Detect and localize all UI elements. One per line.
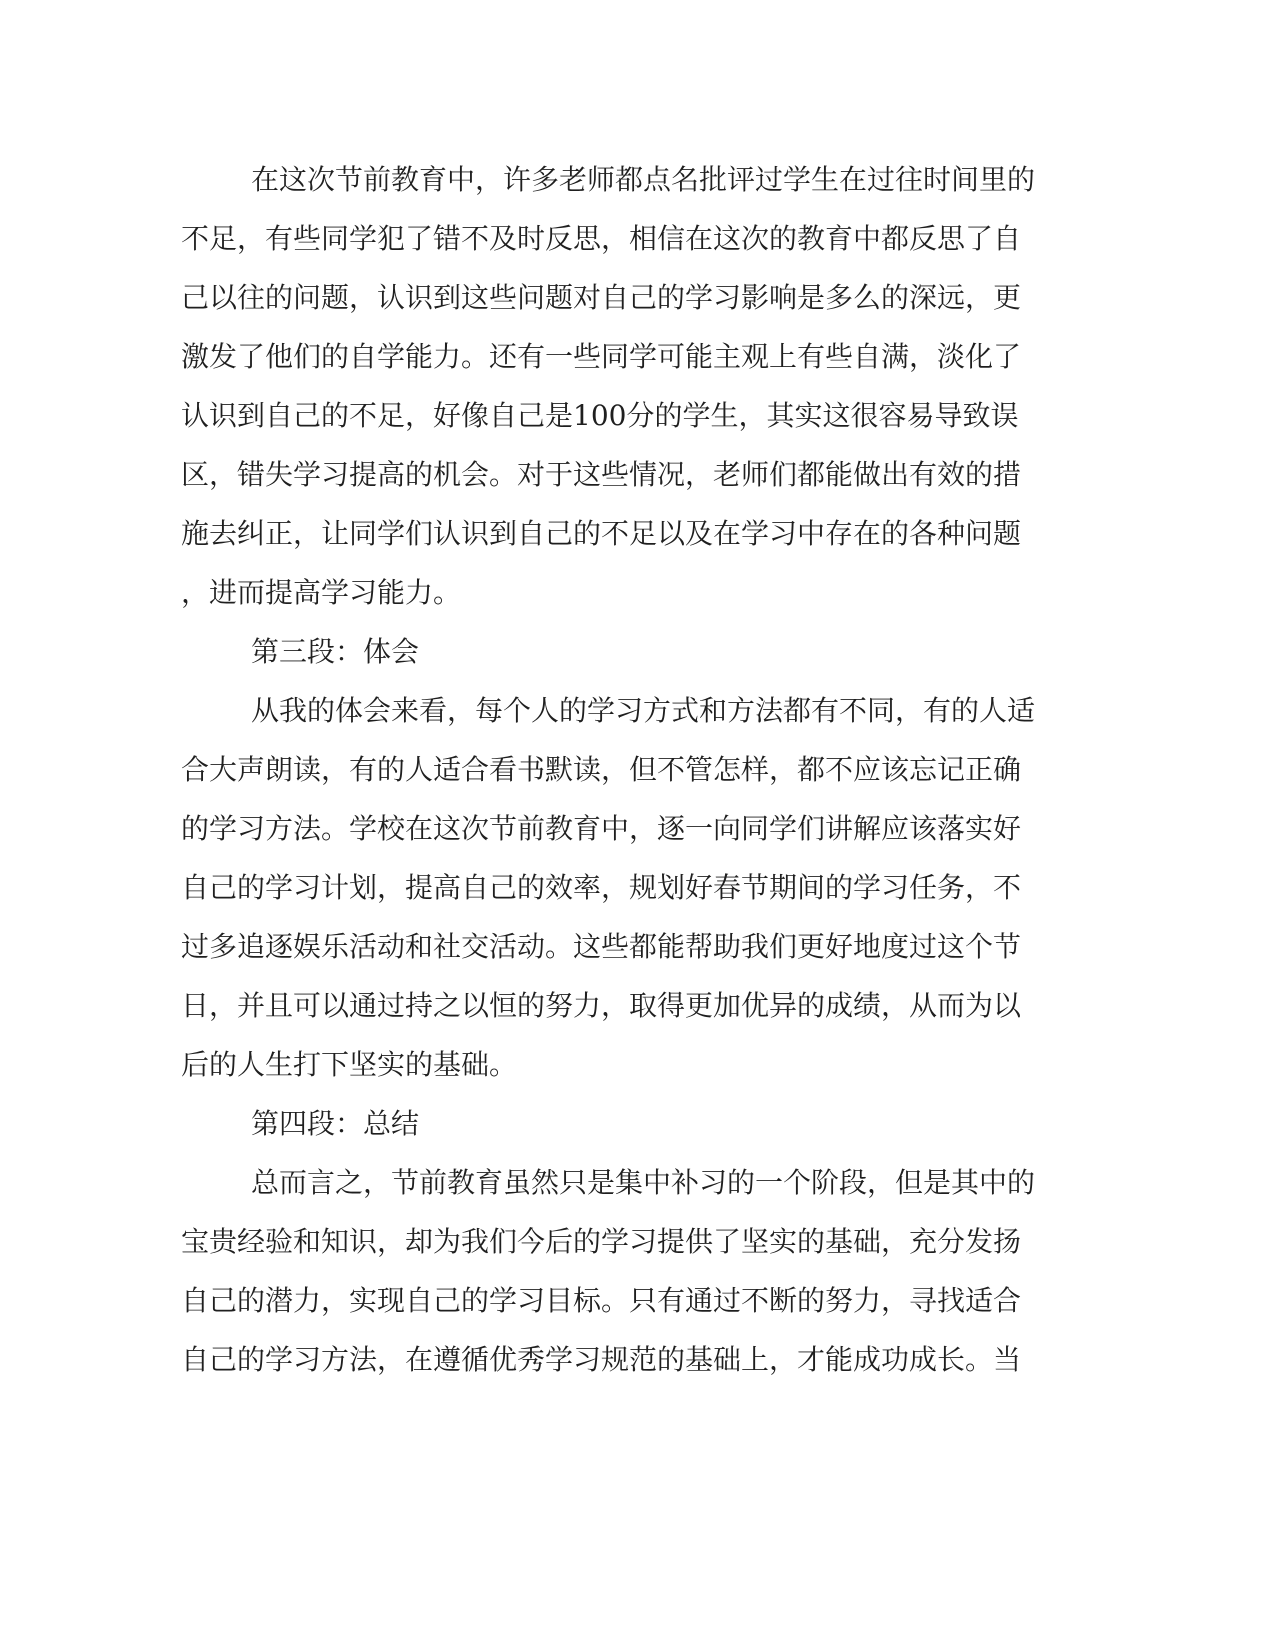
- paragraph-1-line-7: 施去纠正，让同学们认识到自己的不足以及在学习中存在的各种问题: [181, 517, 1022, 550]
- paragraph-2-line-5: 过多追逐娱乐活动和社交活动。这些都能帮助我们更好地度过这个节: [181, 930, 1022, 963]
- paragraph-1-line-5: 认识到自己的不足，好像自己是100分的学生，其实这很容易导致误: [181, 399, 1019, 432]
- section-heading-4: 第四段：总结: [251, 1107, 420, 1140]
- paragraph-3-line-1: 总而言之，节前教育虽然只是集中补习的一个阶段，但是其中的: [251, 1166, 1036, 1199]
- paragraph-1-line-1: 在这次节前教育中，许多老师都点名批评过学生在过往时间里的: [251, 163, 1036, 196]
- paragraph-3-line-2: 宝贵经验和知识，却为我们今后的学习提供了坚实的基础，充分发扬: [181, 1225, 1022, 1258]
- paragraph-1-line-6: 区，错失学习提高的机会。对于这些情况，老师们都能做出有效的措: [181, 458, 1022, 491]
- paragraph-2-line-7: 后的人生打下坚实的基础。: [181, 1048, 518, 1081]
- paragraph-2-line-2: 合大声朗读，有的人适合看书默读，但不管怎样，都不应该忘记正确: [181, 753, 1022, 786]
- paragraph-2-line-4: 自己的学习计划，提高自己的效率，规划好春节期间的学习任务，不: [181, 871, 1022, 904]
- paragraph-2-line-6: 日，并且可以通过持之以恒的努力，取得更加优异的成绩，从而为以: [181, 989, 1022, 1022]
- paragraph-1-line-4: 激发了他们的自学能力。还有一些同学可能主观上有些自满，淡化了: [181, 340, 1022, 373]
- paragraph-1-line-8: ，进而提高学习能力。: [181, 576, 462, 609]
- section-heading-3: 第三段：体会: [251, 635, 420, 668]
- paragraph-1-line-3: 己以往的问题，认识到这些问题对自己的学习影响是多么的深远，更: [181, 281, 1022, 314]
- paragraph-3-line-3: 自己的潜力，实现自己的学习目标。只有通过不断的努力，寻找适合: [181, 1284, 1022, 1317]
- paragraph-1-line-2: 不足，有些同学犯了错不及时反思，相信在这次的教育中都反思了自: [181, 222, 1022, 255]
- paragraph-2-line-3: 的学习方法。学校在这次节前教育中，逐一向同学们讲解应该落实好: [181, 812, 1022, 845]
- paragraph-2-line-1: 从我的体会来看，每个人的学习方式和方法都有不同，有的人适: [251, 694, 1036, 727]
- paragraph-3-line-4: 自己的学习方法，在遵循优秀学习规范的基础上，才能成功成长。当: [181, 1343, 1022, 1376]
